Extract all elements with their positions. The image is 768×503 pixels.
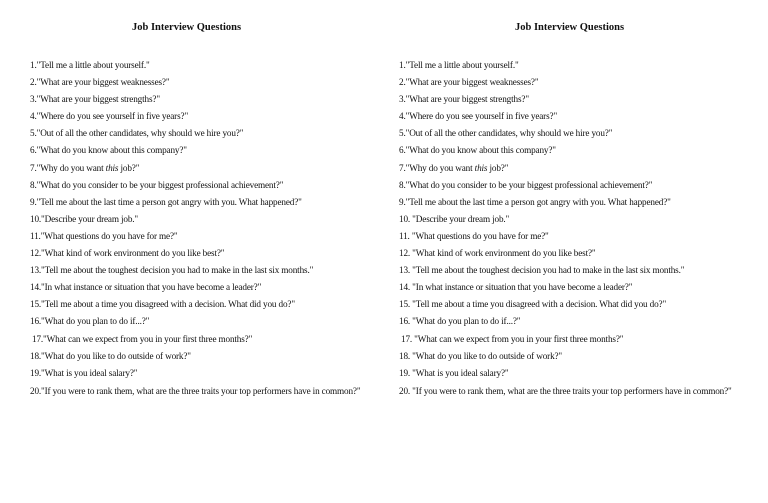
question-item: 3."What are your biggest strengths?" bbox=[399, 94, 529, 105]
question-item: 6."What do you know about this company?" bbox=[30, 145, 187, 156]
question-item: 4."Where do you see yourself in five years?" bbox=[399, 111, 558, 122]
question-item: 15. "Tell me about a time you disagreed with a decision. What did you do?" bbox=[399, 299, 667, 310]
question-item: 17."What can we expect from you in your first three months?" bbox=[32, 333, 253, 344]
question-item: 18."What do you like to do outside of work?" bbox=[30, 350, 191, 361]
question-item: 9."Tell me about the last time a person got angry with you. What happened?" bbox=[399, 196, 671, 207]
question-item: 12. "What kind of work environment do you like best?" bbox=[399, 248, 596, 259]
page-title: Job Interview Questions bbox=[515, 22, 625, 33]
question-item: 9."Tell me about the last time a person got angry with you. What happened?" bbox=[30, 196, 302, 207]
question-item bbox=[399, 160, 749, 177]
question-emphasis: this bbox=[105, 162, 119, 173]
question-item: 13. "Tell me about the toughest decision you had to make in the last six months." bbox=[399, 265, 685, 276]
question-item: 19. "What is you ideal salary?" bbox=[399, 367, 509, 378]
question-item: 19."What is you ideal salary?" bbox=[30, 367, 138, 378]
question-item: 14. "In what instance or situation that you have become a leader?" bbox=[399, 282, 633, 293]
question-item: 20. "If you were to rank them, what are the three traits your top performers have in common?" bbox=[399, 385, 732, 396]
question-item bbox=[30, 160, 380, 177]
question-item: 8."What do you consider to be your biggest professional achievement?" bbox=[399, 179, 653, 190]
question-item: 12."What kind of work environment do you like best?" bbox=[30, 248, 225, 259]
question-item: 10."Describe your dream job." bbox=[30, 213, 139, 224]
question-item: 8."What do you consider to be your biggest professional achievement?" bbox=[30, 179, 284, 190]
question-item: 17. "What can we expect from you in your first three months?" bbox=[401, 333, 624, 344]
question-text: 7."Why do you want bbox=[399, 162, 475, 173]
question-item: 15."Tell me about a time you disagreed with a decision. What did you do?" bbox=[30, 299, 295, 310]
question-item: 1."Tell me a little about yourself." bbox=[399, 60, 519, 70]
question-item: 5."Out of all the other candidates, why should we hire you?" bbox=[30, 128, 244, 139]
question-item: 11. "What questions do you have for me?" bbox=[399, 230, 549, 241]
question-item: 16."What do you plan to do if...?" bbox=[30, 316, 150, 327]
question-text: job?" bbox=[118, 162, 140, 173]
question-item: 10. "Describe your dream job." bbox=[399, 213, 510, 224]
question-item: 13."Tell me about the toughest decision you had to make in the last six months." bbox=[30, 265, 314, 276]
question-item: 18. "What do you like to do outside of work?" bbox=[399, 350, 563, 361]
question-text: job?" bbox=[487, 162, 509, 173]
question-item: 14."In what instance or situation that you have become a leader?" bbox=[30, 282, 262, 293]
question-item: 16. "What do you plan to do if...?" bbox=[399, 316, 521, 327]
question-item: 2."What are your biggest weaknesses?" bbox=[30, 77, 170, 88]
question-item: 6."What do you know about this company?" bbox=[399, 145, 556, 156]
question-item: 4."Where do you see yourself in five years?" bbox=[30, 111, 189, 122]
question-item: 5."Out of all the other candidates, why should we hire you?" bbox=[399, 128, 613, 139]
question-item: 1."Tell me a little about yourself." bbox=[30, 60, 150, 70]
question-item: 20."If you were to rank them, what are the three traits your top performers have in common?" bbox=[30, 385, 361, 396]
page-title: Job Interview Questions bbox=[132, 22, 242, 33]
question-list bbox=[399, 57, 749, 401]
question-item: 11."What questions do you have for me?" bbox=[30, 230, 178, 241]
question-text: 7."Why do you want bbox=[30, 162, 106, 173]
question-list bbox=[30, 57, 380, 401]
question-item: 2."What are your biggest weaknesses?" bbox=[399, 77, 539, 88]
question-emphasis: this bbox=[474, 162, 488, 173]
question-item: 3."What are your biggest strengths?" bbox=[30, 94, 160, 105]
